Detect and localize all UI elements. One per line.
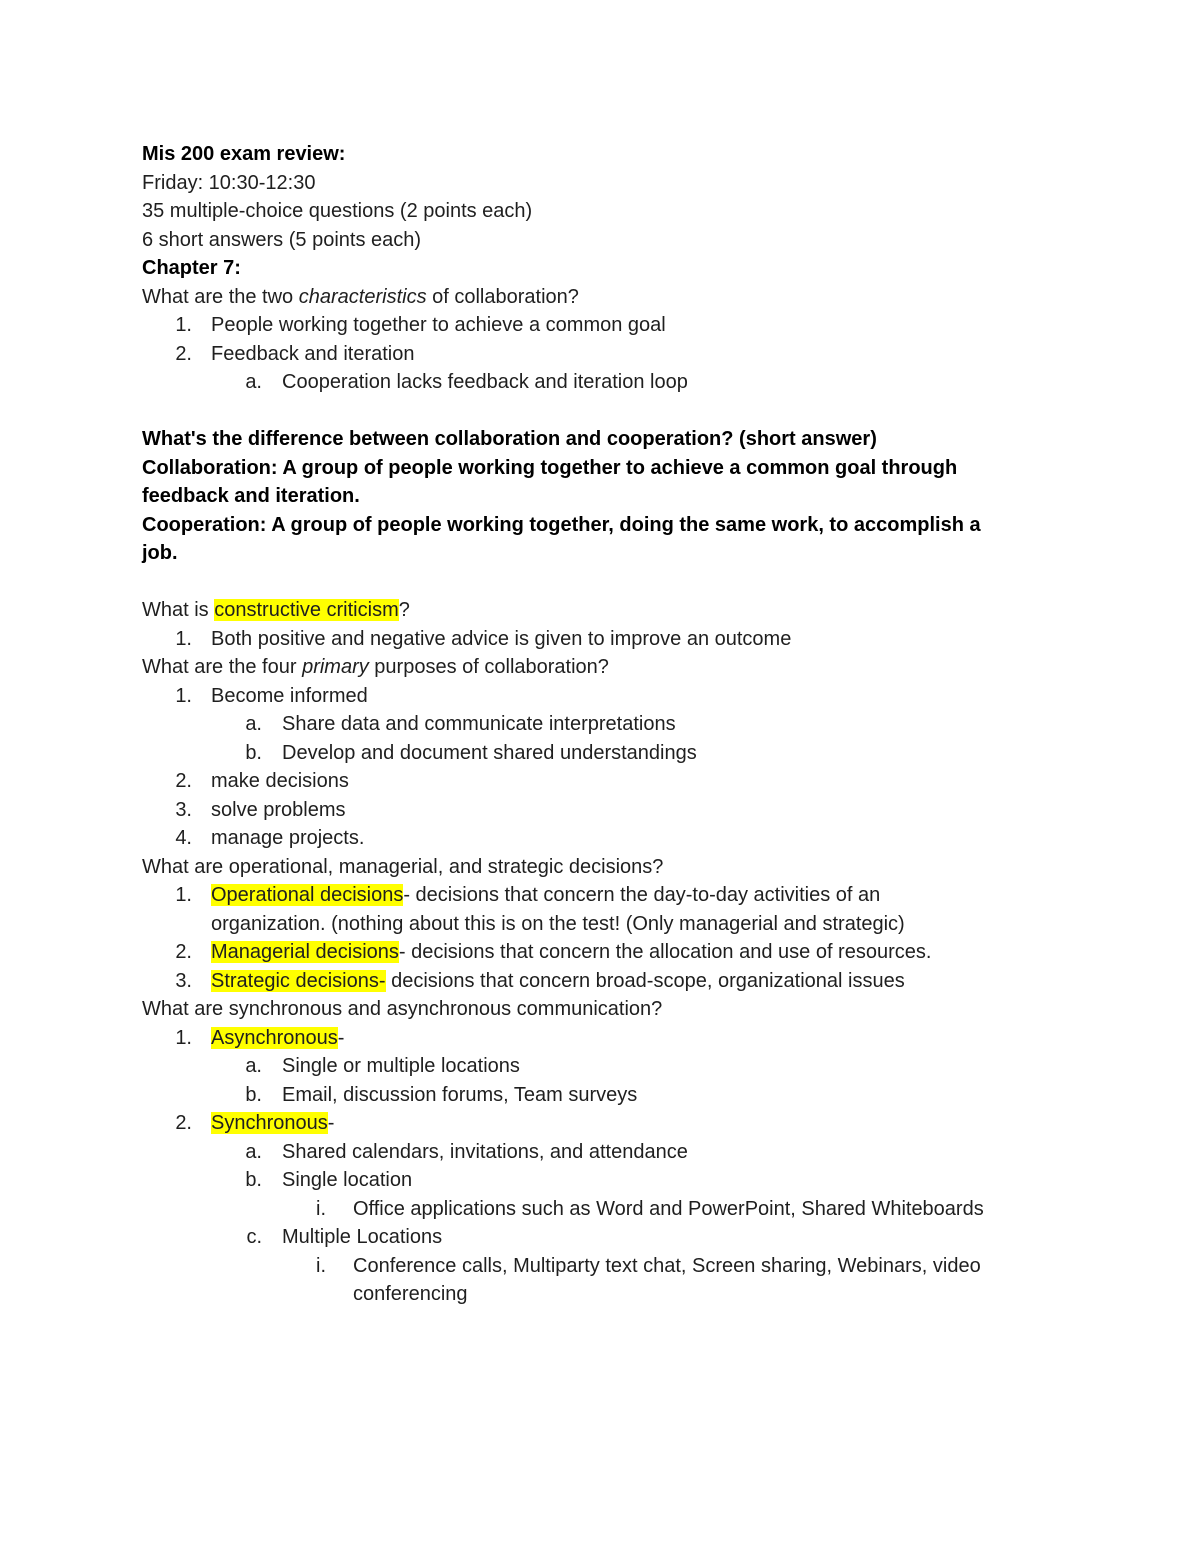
list-marker: 3. [175, 969, 192, 992]
list-marker: b. [245, 1169, 262, 1191]
list-marker: 1. [175, 684, 192, 707]
highlighted-term: Operational decisions [211, 884, 404, 906]
list-item: b. Single location [142, 1166, 1062, 1195]
list-item-continuation: conferencing [353, 1283, 468, 1305]
list-item: b. Develop and document shared understandings [142, 739, 1062, 768]
list-item: 1. People working together to achieve a common goal [142, 311, 1062, 340]
question-purposes: What are the four primary purposes of collaboration? [142, 656, 609, 678]
list-item: 2. Feedback and iteration [142, 340, 1062, 369]
list-item: 1. Both positive and negative advice is given to improve an outcome [142, 625, 1062, 654]
list-marker: a. [245, 713, 262, 735]
list-marker: 1. [175, 884, 192, 906]
list-item: 2. Managerial decisions- decisions that concern the allocation and use of resources. [142, 938, 1062, 967]
cooperation-definition-cont: job. [142, 542, 178, 564]
highlighted-term: Managerial decisions [211, 941, 399, 963]
list-marker: 1. [175, 1026, 192, 1049]
cooperation-definition: Cooperation: A group of people working together, doing the same work, to accomplish a [142, 513, 981, 536]
list-item: 4. manage projects. [142, 824, 1062, 853]
list-marker: 2. [175, 941, 192, 963]
list-item: 3. solve problems [142, 796, 1062, 825]
collaboration-definition-cont: feedback and iteration. [142, 485, 360, 507]
list-marker: a. [245, 1055, 262, 1077]
list-item: 1. Asynchronous- [142, 1024, 1062, 1053]
list-marker: 2. [175, 1112, 192, 1134]
list-marker: 2. [175, 342, 192, 365]
document-body [142, 140, 1062, 1309]
collaboration-definition: Collaboration: A group of people working together to achieve a common goal through [142, 456, 958, 479]
list-item: i. Conference calls, Multiparty text chat, Screen sharing, Webinars, video [142, 1252, 1062, 1281]
list-marker: i. [316, 1254, 326, 1277]
question-characteristics: What are the two characteristics of collaboration? [142, 285, 579, 308]
list-marker: a. [245, 371, 262, 393]
exam-time: Friday: 10:30-12:30 [142, 171, 316, 194]
highlighted-term: constructive criticism [214, 599, 399, 621]
chapter-heading: Chapter 7: [142, 257, 241, 279]
question-communication: What are synchronous and asynchronous communication? [142, 998, 663, 1020]
list-marker: i. [316, 1197, 326, 1220]
question-constructive-criticism: What is constructive criticism? [142, 599, 410, 621]
sa-info: 6 short answers (5 points each) [142, 228, 422, 251]
list-item: a. Single or multiple locations [142, 1052, 1062, 1081]
list-item: i. Office applications such as Word and PowerPoint, Shared Whiteboards [142, 1195, 1062, 1224]
spacer [142, 568, 1062, 597]
list-marker: a. [245, 1140, 262, 1163]
spacer [142, 397, 1062, 426]
list-marker: b. [245, 1083, 262, 1106]
list-marker: 4. [175, 827, 192, 849]
list-marker: 1. [175, 627, 192, 650]
list-item: 1. Operational decisions- decisions that concern the day-to-day activities of an [142, 881, 1062, 910]
list-item: 2. Synchronous- [142, 1109, 1062, 1138]
difference-question: What's the difference between collaboration and cooperation? (short answer) [142, 428, 877, 450]
question-decisions: What are operational, managerial, and strategic decisions? [142, 855, 664, 878]
list-item: a. Shared calendars, invitations, and attendance [142, 1138, 1062, 1167]
list-marker: 1. [175, 314, 192, 336]
list-item: b. Email, discussion forums, Team surveys [142, 1081, 1062, 1110]
list-item: a. Cooperation lacks feedback and iteration loop [142, 368, 1062, 397]
list-item: a. Share data and communicate interpretations [142, 710, 1062, 739]
list-item: c. Multiple Locations [142, 1223, 1062, 1252]
list-item-continuation: organization. (nothing about this is on the test! (Only managerial and strategic) [211, 912, 905, 935]
list-marker: c. [246, 1226, 262, 1248]
highlighted-term: Strategic decisions- [211, 969, 386, 992]
doc-title: Mis 200 exam review: [142, 143, 346, 165]
mc-info: 35 multiple-choice questions (2 points each) [142, 200, 533, 222]
list-marker: b. [245, 741, 262, 764]
highlighted-term: Synchronous [211, 1112, 328, 1134]
list-item: 1. Become informed [142, 682, 1062, 711]
list-item: 2. make decisions [142, 767, 1062, 796]
highlighted-term: Asynchronous [211, 1026, 338, 1049]
list-marker: 2. [175, 770, 192, 792]
list-item: 3. Strategic decisions- decisions that concern broad-scope, organizational issues [142, 967, 1062, 996]
list-marker: 3. [175, 798, 192, 821]
